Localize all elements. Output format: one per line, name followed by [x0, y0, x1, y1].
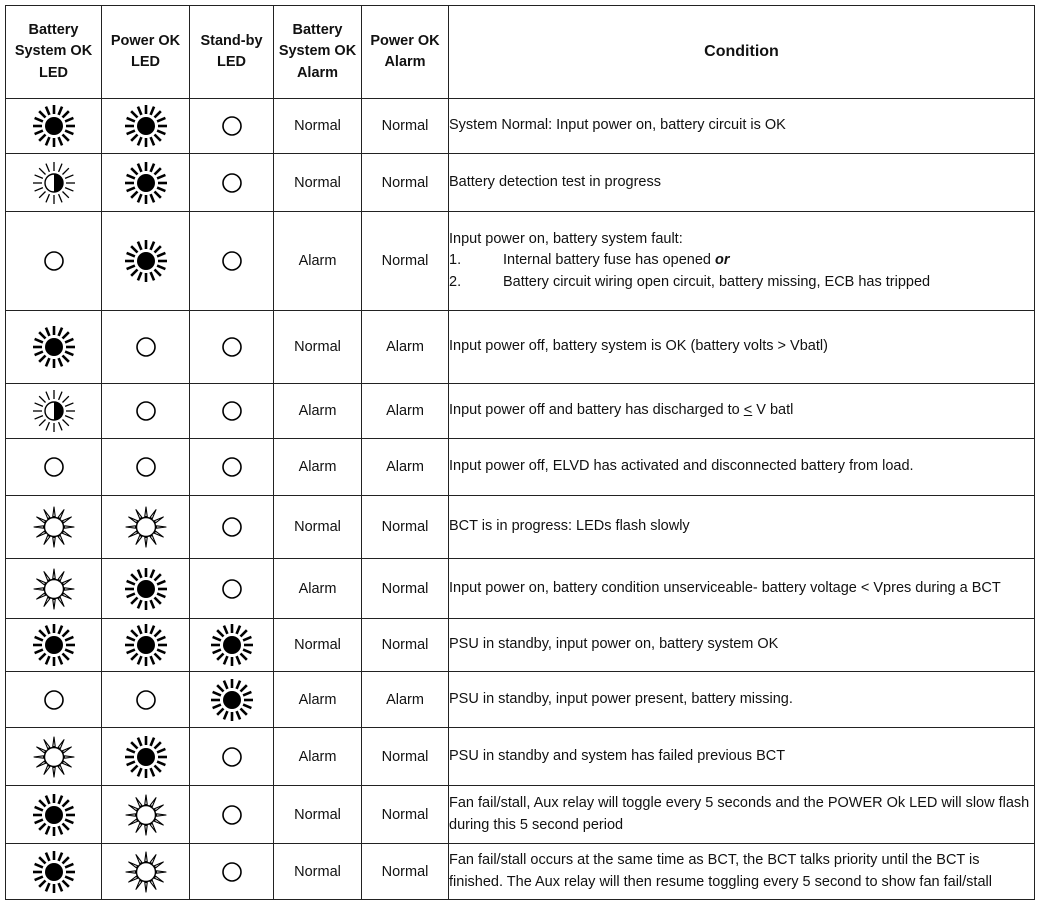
header-row: [6, 6, 1035, 99]
power-ok-alarm-cell: Alarm: [362, 439, 449, 496]
led-on-icon: [209, 677, 255, 723]
list-text: [503, 272, 1034, 293]
condition-text: PSU in standby, input power on, battery system OK: [449, 636, 779, 653]
power-ok-alarm-cell: Alarm: [362, 311, 449, 384]
condition-cell: [449, 728, 1035, 786]
table-row: [6, 439, 1035, 496]
battery-ok-alarm-cell: Normal: [274, 154, 362, 212]
power-ok-alarm-cell: Normal: [362, 212, 449, 311]
power-ok-alarm-cell: Normal: [362, 844, 449, 900]
led-on-icon: [31, 103, 77, 149]
battery-ok-led-cell: [6, 496, 102, 559]
table-row: [6, 786, 1035, 844]
battery-ok-led-cell: [6, 154, 102, 212]
power-ok-led-cell: [102, 99, 190, 154]
header-standby-led: Stand-by LED: [190, 6, 274, 99]
power-ok-led-cell: [102, 212, 190, 311]
battery-ok-led-cell: [6, 559, 102, 619]
condition-list-item: [449, 250, 1034, 271]
list-number: 1.: [449, 252, 462, 269]
led-off-icon: [209, 849, 255, 895]
battery-ok-alarm-cell: Alarm: [274, 212, 362, 311]
condition-cell: [449, 672, 1035, 728]
led-status-table: [5, 5, 1035, 900]
power-ok-led-cell: [102, 496, 190, 559]
battery-ok-led-cell: [6, 619, 102, 672]
condition-list-item: [449, 272, 1034, 293]
led-on-icon: [123, 238, 169, 284]
standby-led-cell: [190, 439, 274, 496]
led-off-icon: [209, 504, 255, 550]
led-slow-flash-icon: [123, 849, 169, 895]
power-ok-led-cell: [102, 672, 190, 728]
led-off-icon: [209, 566, 255, 612]
led-off-icon: [209, 103, 255, 149]
led-on-icon: [31, 792, 77, 838]
condition-text: Input power off, ELVD has activated and disconnected battery from load.: [449, 458, 914, 475]
led-on-icon: [123, 734, 169, 780]
led-off-icon: [123, 444, 169, 490]
led-off-icon: [123, 388, 169, 434]
led-off-icon: [209, 388, 255, 434]
led-off-icon: [31, 238, 77, 284]
led-on-icon: [123, 103, 169, 149]
led-half-flash-icon: [31, 388, 77, 434]
led-off-icon: [209, 444, 255, 490]
table-row: [6, 212, 1035, 311]
condition-cell: [449, 619, 1035, 672]
led-on-icon: [123, 160, 169, 206]
standby-led-cell: [190, 844, 274, 900]
battery-ok-alarm-cell: Alarm: [274, 672, 362, 728]
condition-cell: [449, 786, 1035, 844]
standby-led-cell: [190, 99, 274, 154]
power-ok-alarm-cell: Alarm: [362, 384, 449, 439]
condition-text: PSU in standby, input power present, battery missing.: [449, 690, 793, 707]
power-ok-alarm-cell: Normal: [362, 496, 449, 559]
condition-text: BCT is in progress: LEDs flash slowly: [449, 518, 690, 535]
power-ok-led-cell: [102, 384, 190, 439]
power-ok-led-cell: [102, 311, 190, 384]
header-condition: Condition: [449, 6, 1035, 99]
power-ok-alarm-cell: Normal: [362, 619, 449, 672]
power-ok-alarm-cell: Alarm: [362, 672, 449, 728]
led-off-icon: [209, 324, 255, 370]
battery-ok-alarm-cell: Normal: [274, 619, 362, 672]
led-off-icon: [209, 792, 255, 838]
standby-led-cell: [190, 154, 274, 212]
table-row: [6, 559, 1035, 619]
led-on-icon: [31, 622, 77, 668]
header-power-ok-led: Power OK LED: [102, 6, 190, 99]
power-ok-alarm-cell: Normal: [362, 728, 449, 786]
battery-ok-alarm-cell: Normal: [274, 311, 362, 384]
battery-ok-alarm-cell: Normal: [274, 99, 362, 154]
condition-cell: [449, 384, 1035, 439]
led-on-icon: [123, 622, 169, 668]
led-slow-flash-icon: [31, 734, 77, 780]
condition-text: PSU in standby and system has failed previous BCT: [449, 747, 786, 764]
table-row: [6, 619, 1035, 672]
led-slow-flash-icon: [31, 504, 77, 550]
table-row: [6, 496, 1035, 559]
led-slow-flash-icon: [123, 504, 169, 550]
condition-text-after: V batl: [752, 402, 794, 419]
battery-ok-led-cell: [6, 672, 102, 728]
list-text: [503, 250, 1034, 271]
condition-text: Input power off, battery system is OK (battery volts > Vbatl): [449, 338, 828, 355]
standby-led-cell: [190, 496, 274, 559]
power-ok-alarm-cell: Normal: [362, 559, 449, 619]
condition-cell: [449, 311, 1035, 384]
condition-text: Input power off and battery has discharged to: [449, 402, 744, 419]
power-ok-led-cell: [102, 844, 190, 900]
led-off-icon: [209, 238, 255, 284]
standby-led-cell: [190, 728, 274, 786]
power-ok-led-cell: [102, 728, 190, 786]
power-ok-alarm-cell: Normal: [362, 154, 449, 212]
condition-cell: [449, 212, 1035, 311]
header-power-ok-alarm: Power OK Alarm: [362, 6, 449, 99]
power-ok-led-cell: [102, 154, 190, 212]
table-row: [6, 99, 1035, 154]
table-row: [6, 311, 1035, 384]
led-off-icon: [123, 677, 169, 723]
led-on-icon: [31, 324, 77, 370]
battery-ok-alarm-cell: Alarm: [274, 439, 362, 496]
battery-ok-led-cell: [6, 786, 102, 844]
header-battery-ok-led: Battery System OK LED: [6, 6, 102, 99]
power-ok-alarm-cell: Normal: [362, 99, 449, 154]
power-ok-led-cell: [102, 619, 190, 672]
condition-text: Battery detection test in progress: [449, 173, 661, 190]
list-text-emphasis: or: [715, 252, 730, 269]
condition-text: System Normal: Input power on, battery circuit is OK: [449, 117, 786, 134]
condition-text: Input power on, battery condition unserviceable- battery voltage < Vpres during a BCT: [449, 579, 1001, 596]
led-on-icon: [123, 566, 169, 612]
led-slow-flash-icon: [123, 792, 169, 838]
standby-led-cell: [190, 672, 274, 728]
condition-text: Input power on, battery system fault:: [449, 231, 683, 248]
led-slow-flash-icon: [31, 566, 77, 612]
battery-ok-led-cell: [6, 99, 102, 154]
power-ok-led-cell: [102, 559, 190, 619]
standby-led-cell: [190, 619, 274, 672]
battery-ok-alarm-cell: Alarm: [274, 384, 362, 439]
standby-led-cell: [190, 384, 274, 439]
condition-symbol: <: [743, 402, 753, 419]
condition-cell: [449, 154, 1035, 212]
condition-cell: [449, 439, 1035, 496]
power-ok-alarm-cell: Normal: [362, 786, 449, 844]
battery-ok-led-cell: [6, 311, 102, 384]
battery-ok-alarm-cell: Normal: [274, 844, 362, 900]
power-ok-led-cell: [102, 439, 190, 496]
led-off-icon: [123, 324, 169, 370]
condition-cell: [449, 844, 1035, 900]
battery-ok-alarm-cell: Alarm: [274, 559, 362, 619]
standby-led-cell: [190, 311, 274, 384]
power-ok-led-cell: [102, 786, 190, 844]
standby-led-cell: [190, 212, 274, 311]
table-row: [6, 672, 1035, 728]
list-number: 2.: [449, 273, 462, 290]
battery-ok-alarm-cell: Alarm: [274, 728, 362, 786]
condition-cell: [449, 559, 1035, 619]
led-off-icon: [209, 160, 255, 206]
led-off-icon: [31, 677, 77, 723]
standby-led-cell: [190, 559, 274, 619]
led-off-icon: [31, 444, 77, 490]
battery-ok-alarm-cell: Normal: [274, 496, 362, 559]
condition-text: Fan fail/stall occurs at the same time as BCT, the BCT talks priority until the BCT is finished. The Aux relay will then resume toggling every 5 second to show fan fail/stall: [449, 852, 992, 890]
table-row: [6, 728, 1035, 786]
led-off-icon: [209, 734, 255, 780]
header-battery-ok-alarm: Battery System OK Alarm: [274, 6, 362, 99]
battery-ok-led-cell: [6, 728, 102, 786]
list-text-body: Internal battery fuse has opened: [503, 252, 716, 269]
condition-text: Fan fail/stall, Aux relay will toggle every 5 seconds and the POWER Ok LED will slow flash during this 5 second period: [449, 795, 1030, 833]
led-half-flash-icon: [31, 160, 77, 206]
standby-led-cell: [190, 786, 274, 844]
led-on-icon: [209, 622, 255, 668]
battery-ok-led-cell: [6, 439, 102, 496]
battery-ok-led-cell: [6, 384, 102, 439]
led-on-icon: [31, 849, 77, 895]
table-row: [6, 384, 1035, 439]
battery-ok-led-cell: [6, 212, 102, 311]
table-row: [6, 844, 1035, 900]
battery-ok-led-cell: [6, 844, 102, 900]
condition-cell: [449, 99, 1035, 154]
list-text-body: Battery circuit wiring open circuit, battery missing, ECB has tripped: [503, 273, 931, 290]
table-row: [6, 154, 1035, 212]
condition-cell: [449, 496, 1035, 559]
battery-ok-alarm-cell: Normal: [274, 786, 362, 844]
